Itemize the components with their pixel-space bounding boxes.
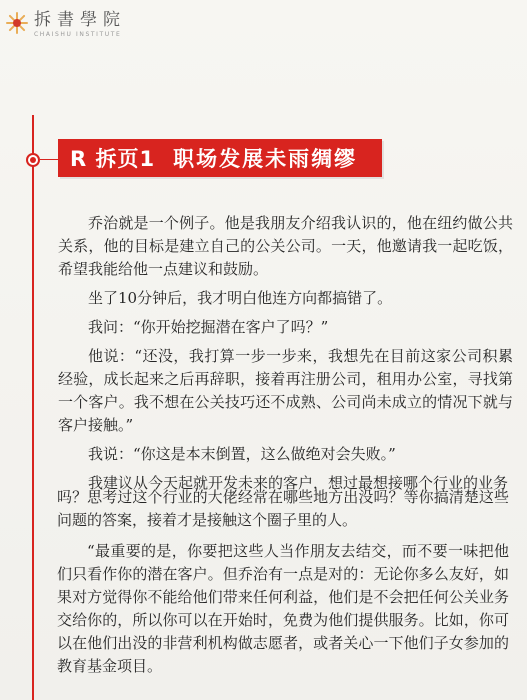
paragraph-continued: 吗？思考过这个行业的大佬经常在哪些地方出没吗？等你搞清楚这些问题的答案，接着才是接触这个圈子里的人。 [57, 488, 509, 529]
sun-icon [6, 12, 28, 34]
banner-title: 职场发展未雨绸缪 [173, 147, 358, 171]
paragraph: 我说：“你这是本末倒置，这么做绝对会失败。” [88, 445, 396, 463]
paragraph: 乔治就是一个例子。他是我朋友介绍我认识的，他在纽约做公共关系，他的目标是建立自己的公关公司。一天，他邀请我一起吃饭，希望我能给他一点建议和鼓励。 [58, 214, 513, 278]
banner-label: R 拆页1 [70, 147, 156, 171]
body-text [58, 212, 513, 501]
section-marker-icon [26, 153, 40, 167]
marker-connector [40, 159, 58, 160]
section-rule [32, 115, 34, 700]
paragraph: 我建议从今天起就开发未来的客户，想过最想接哪个行业的业务 [88, 474, 509, 492]
paragraph: 他说：“还没，我打算一步一步来，我想先在目前这家公司积累经验，成长起来之后再辞职，接着再注册公司，租用办公室，寻找第一个客户。我不想在公关技巧还不成熟、公司尚未成立的情况下就与客户接触。” [58, 347, 513, 434]
paragraph: 坐了10分钟后，我才明白他连方向都搞错了。 [88, 289, 393, 307]
logo [6, 10, 126, 46]
section-banner [58, 139, 382, 177]
paragraph: “最重要的是，你要把这些人当作朋友去结交，而不要一味把他们只看作你的潜在客户。但乔治有一点是对的：无论你多么友好，如果对方觉得你不能给他们带来任何利益，他们是不会把任何公关业务交给你的，所以你可以在开始时，免费为他们提供服务。比如，你可以在他们出没的非营利机构做志愿者，或者关心一下他们子女参加的教育基金项目。 [57, 542, 509, 675]
logo-subtext: CHAISHU INSTITUTE [34, 31, 122, 38]
logo-text: 拆書學院 [34, 10, 126, 30]
paragraph: 我问：“你开始挖掘潜在客户了吗？” [88, 318, 329, 336]
